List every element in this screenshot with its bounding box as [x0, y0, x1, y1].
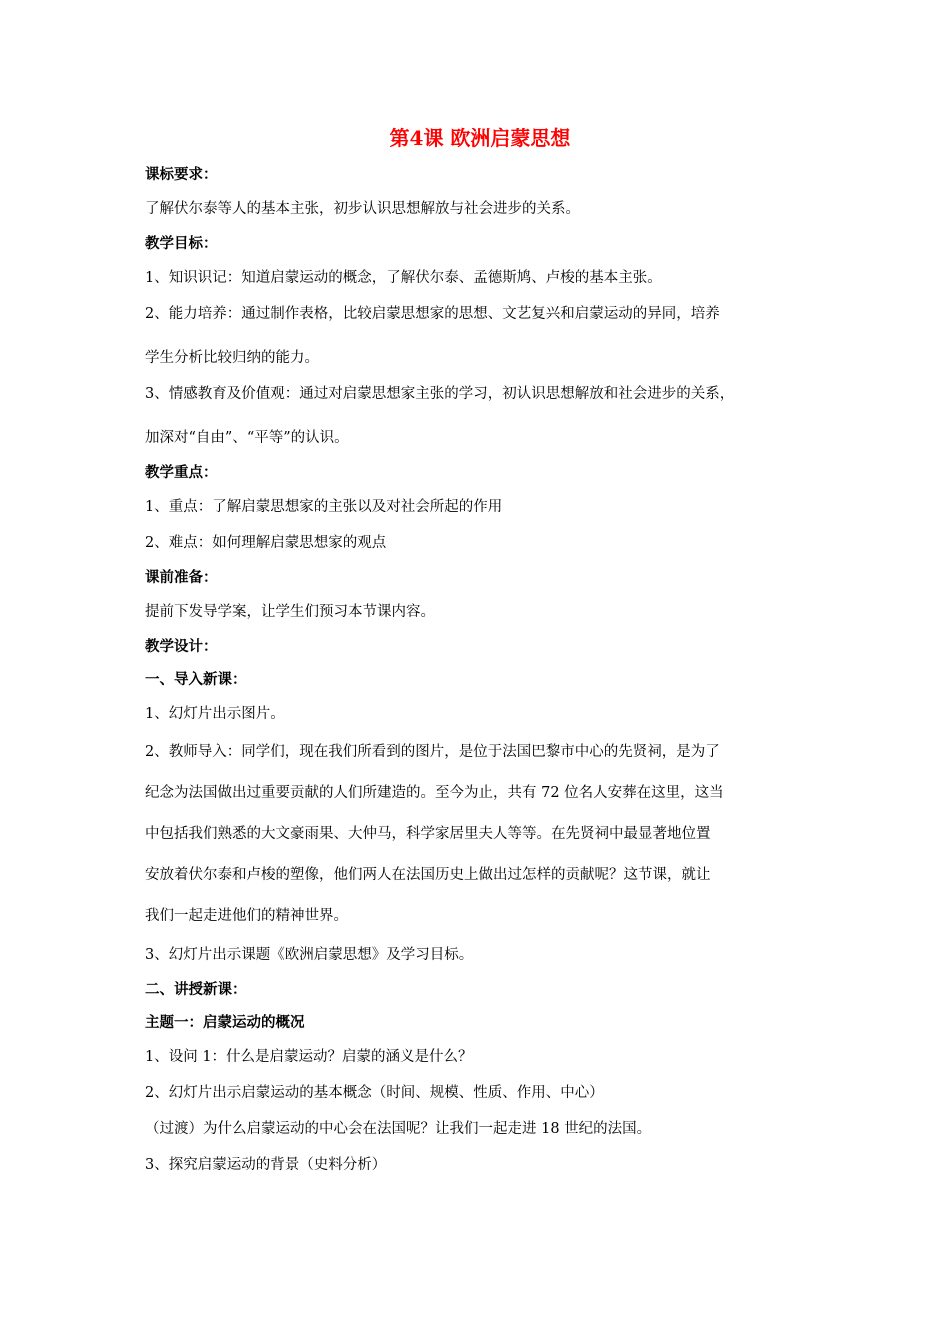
intro-item-2-line: 2、教师导入：同学们，现在我们所看到的图片，是位于法国巴黎市中心的先贤祠，是为了: [145, 744, 720, 760]
section-heading-focus: 教学重点：: [145, 464, 218, 481]
document-title: 第4课 欧洲启蒙思想: [389, 126, 571, 150]
section-heading-intro: 一、导入新课：: [145, 671, 247, 688]
section-heading-teach: 二、讲授新课：: [145, 981, 247, 998]
intro-item-2-line: 我们一起走进他们的精神世界。: [145, 908, 348, 924]
intro-item-1: 1、幻灯片出示图片。: [145, 706, 285, 722]
focus-item-1: 1、重点：了解启蒙思想家的主张以及对社会所起的作用: [145, 499, 503, 515]
section-heading-goals: 教学目标：: [145, 235, 218, 252]
section-heading-prep: 课前准备：: [145, 569, 218, 586]
standard-text: 了解伏尔泰等人的基本主张，初步认识思想解放与社会进步的关系。: [145, 201, 580, 217]
section-heading-standard: 课标要求：: [145, 166, 218, 183]
intro-item-2-line: 安放着伏尔泰和卢梭的塑像，他们两人在法国历史上做出过怎样的贡献呢？这节课，就让: [145, 867, 711, 883]
intro-item-2-line: 中包括我们熟悉的大文豪雨果、大仲马，科学家居里夫人等等。在先贤祠中最显著地位置: [145, 826, 711, 842]
topic-1-transition: （过渡）为什么启蒙运动的中心会在法国呢？让我们一起走进 18 世纪的法国。: [145, 1121, 652, 1137]
topic-1-item-1: 1、设问 1：什么是启蒙运动？启蒙的涵义是什么？: [145, 1049, 473, 1065]
goal-item-3-line-2: 加深对“自由”、“平等”的认识。: [145, 430, 349, 446]
goal-item-2-line-2: 学生分析比较归纳的能力。: [145, 350, 319, 366]
focus-item-2: 2、难点：如何理解启蒙思想家的观点: [145, 535, 387, 551]
document-page: [145, 118, 815, 1183]
section-heading-design: 教学设计：: [145, 638, 218, 655]
intro-item-3: 3、幻灯片出示课题《欧洲启蒙思想》及学习目标。: [145, 947, 474, 963]
topic-1-item-3: 3、探究启蒙运动的背景（史料分析）: [145, 1157, 387, 1173]
intro-item-2-paragraph: [145, 732, 815, 937]
prep-text: 提前下发导学案，让学生们预习本节课内容。: [145, 604, 435, 620]
goal-item-3-line-1: 3、情感教育及价值观：通过对启蒙思想家主张的学习，初认识思想解放和社会进步的关系，: [145, 386, 735, 402]
topic-1-item-2: 2、幻灯片出示启蒙运动的基本概念（时间、规模、性质、作用、中心）: [145, 1085, 604, 1101]
topic-1-heading: 主题一：启蒙运动的概况: [145, 1014, 305, 1031]
goal-item-1: 1、知识识记：知道启蒙运动的概念，了解伏尔泰、孟德斯鸠、卢梭的基本主张。: [145, 270, 662, 286]
intro-item-2-line: 纪念为法国做出过重要贡献的人们所建造的。至今为止，共有 72 位名人安葬在这里，这当: [145, 785, 724, 801]
goal-item-2-line-1: 2、能力培养：通过制作表格，比较启蒙思想家的思想、文艺复兴和启蒙运动的异同，培养: [145, 306, 720, 322]
